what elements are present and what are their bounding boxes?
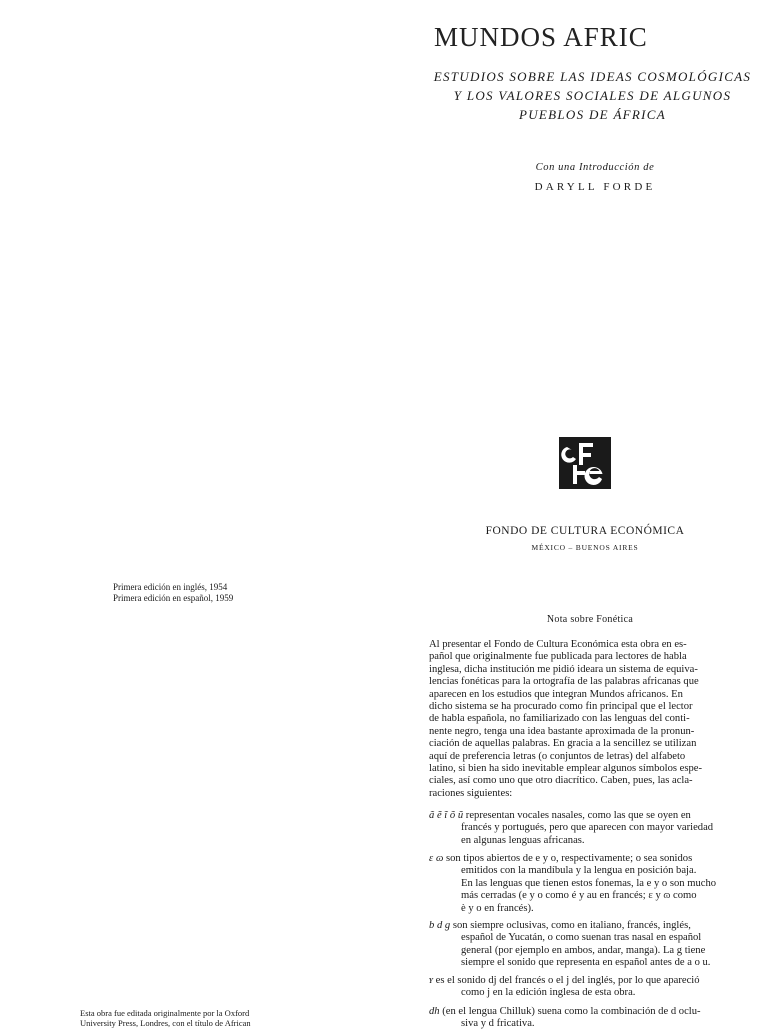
paragraph-line: latino, si bien ha sido inevitable emplear algunos símbolos espe- [429, 762, 703, 774]
introduction-credit: Con una Introducción de [535, 162, 655, 173]
paragraph-line: ciación de aquellas palabras. En gracia a la sencillez se utilizan [429, 738, 697, 750]
entry-line: general (por ejemplo en ambos, andar, manga). La g tiene [461, 944, 706, 956]
entry-line: como j en la edición inglesa de esta obra. [461, 987, 636, 999]
phonetic-entry-dh [429, 1006, 742, 1031]
entry-text: (en el lengua Chilluk) suena como la combinación de d oclu- [442, 1006, 701, 1017]
edition-english: Primera edición en inglés, 1954 [113, 582, 228, 592]
original-edition-note [80, 1008, 251, 1028]
phonetic-entry-dj [429, 975, 742, 1000]
entry-line [429, 853, 742, 865]
phonetic-entry-occlusives [429, 920, 742, 970]
entry-symbols: ã ẽ ĩ õ ũ [429, 810, 464, 821]
entry-text: son siempre oclusivas, como en italiano, francés, inglés, [452, 920, 691, 931]
edition-info [113, 582, 233, 604]
publisher-cities: MÉXICO – BUENOS AIRES [531, 543, 639, 552]
entry-line: francés y portugués, pero que aparecen con mayor variedad [461, 822, 714, 834]
author-name: DARYLL FORDE [534, 181, 656, 193]
entry-line: è y o en francés). [461, 902, 534, 914]
book-title: MUNDOS AFRIC [434, 22, 648, 52]
paragraph-line: de habla española, no familiarizado con las lenguas del conti- [429, 713, 690, 725]
entry-symbols: ɛ ɷ [429, 853, 444, 864]
phonetic-entry-open-vowels [429, 853, 742, 915]
origin-line: Esta obra fue editada originalmente por la Oxford [80, 1008, 250, 1018]
fce-monogram-logo-icon [559, 437, 611, 489]
entry-line [429, 975, 742, 987]
paragraph-line: inglesa, dicha institución me pidió ideara un sistema de equiva- [429, 663, 698, 675]
paragraph-line: aquí de preferencia letras (o conjuntos de letras) del alfabeto [429, 750, 686, 762]
entry-text: es el sonido dj del francés o el j del inglés, por lo que apareció [435, 975, 700, 986]
entry-symbols: b d g [429, 920, 451, 931]
paragraph-line: ciales, así como uno que otro diacrítico. Caben, pues, las acla- [429, 775, 693, 787]
entry-line: siva y d fricativa. [461, 1018, 535, 1030]
entry-line: en algunas lenguas africanas. [461, 834, 585, 846]
paragraph-line: pañol que originalmente fue publicada para lectores de habla [429, 651, 687, 663]
paragraph-line: lencias fonéticas para la ortografía de las palabras africanas que [429, 676, 699, 688]
origin-line: University Press, Londres, con el título de African [80, 1018, 251, 1028]
entry-line [429, 810, 742, 822]
entry-line: siempre el sonido que representa en español antes de a o u. [461, 957, 711, 969]
book-subtitle [420, 67, 765, 124]
subtitle-line: ESTUDIOS SOBRE LAS IDEAS COSMOLÓGICAS [433, 69, 752, 84]
entry-line [429, 1006, 742, 1018]
subtitle-line: Y LOS VALORES SOCIALES DE ALGUNOS [453, 88, 732, 103]
edition-spanish: Primera edición en español, 1959 [113, 593, 234, 603]
entry-line: emitidos con la mandíbula y la lengua en posición baja. [461, 865, 697, 877]
entry-symbols: dh [429, 1006, 440, 1017]
entry-symbols: ʏ [429, 975, 433, 986]
entry-line: más cerradas (e y o como é y au en francés; ɛ y ɷ como [461, 890, 697, 902]
paragraph-line: aparecen en los estudios que integran Mundos africanos. En [429, 688, 683, 700]
publisher-name: FONDO DE CULTURA ECONÓMICA [485, 525, 685, 537]
entry-line: En las lenguas que tienen estos fonemas, la e y o son mucho [461, 877, 717, 889]
entry-text: representan vocales nasales, como las que se oyen en [465, 810, 691, 821]
paragraph-line: dicho sistema se ha procurado como fin principal que el lector [429, 700, 693, 712]
subtitle-line: PUEBLOS DE ÁFRICA [518, 107, 667, 122]
note-paragraph [429, 639, 742, 800]
phonetic-entry-nasal-vowels [429, 810, 742, 847]
entry-text: son tipos abiertos de e y o, respectivamente; o sea sonidos [445, 853, 693, 864]
paragraph-line: nente negro, tenga una idea bastante aproximada de la pronun- [429, 725, 695, 737]
paragraph-line: Al presentar el Fondo de Cultura Económica esta obra en es- [429, 639, 687, 650]
paragraph-line: raciones siguientes: [429, 787, 513, 799]
entry-line: español de Yucatán, o como suenan tras nasal en español [461, 932, 702, 944]
entry-line [429, 920, 742, 932]
section-heading: Nota sobre Fonética [546, 614, 634, 625]
